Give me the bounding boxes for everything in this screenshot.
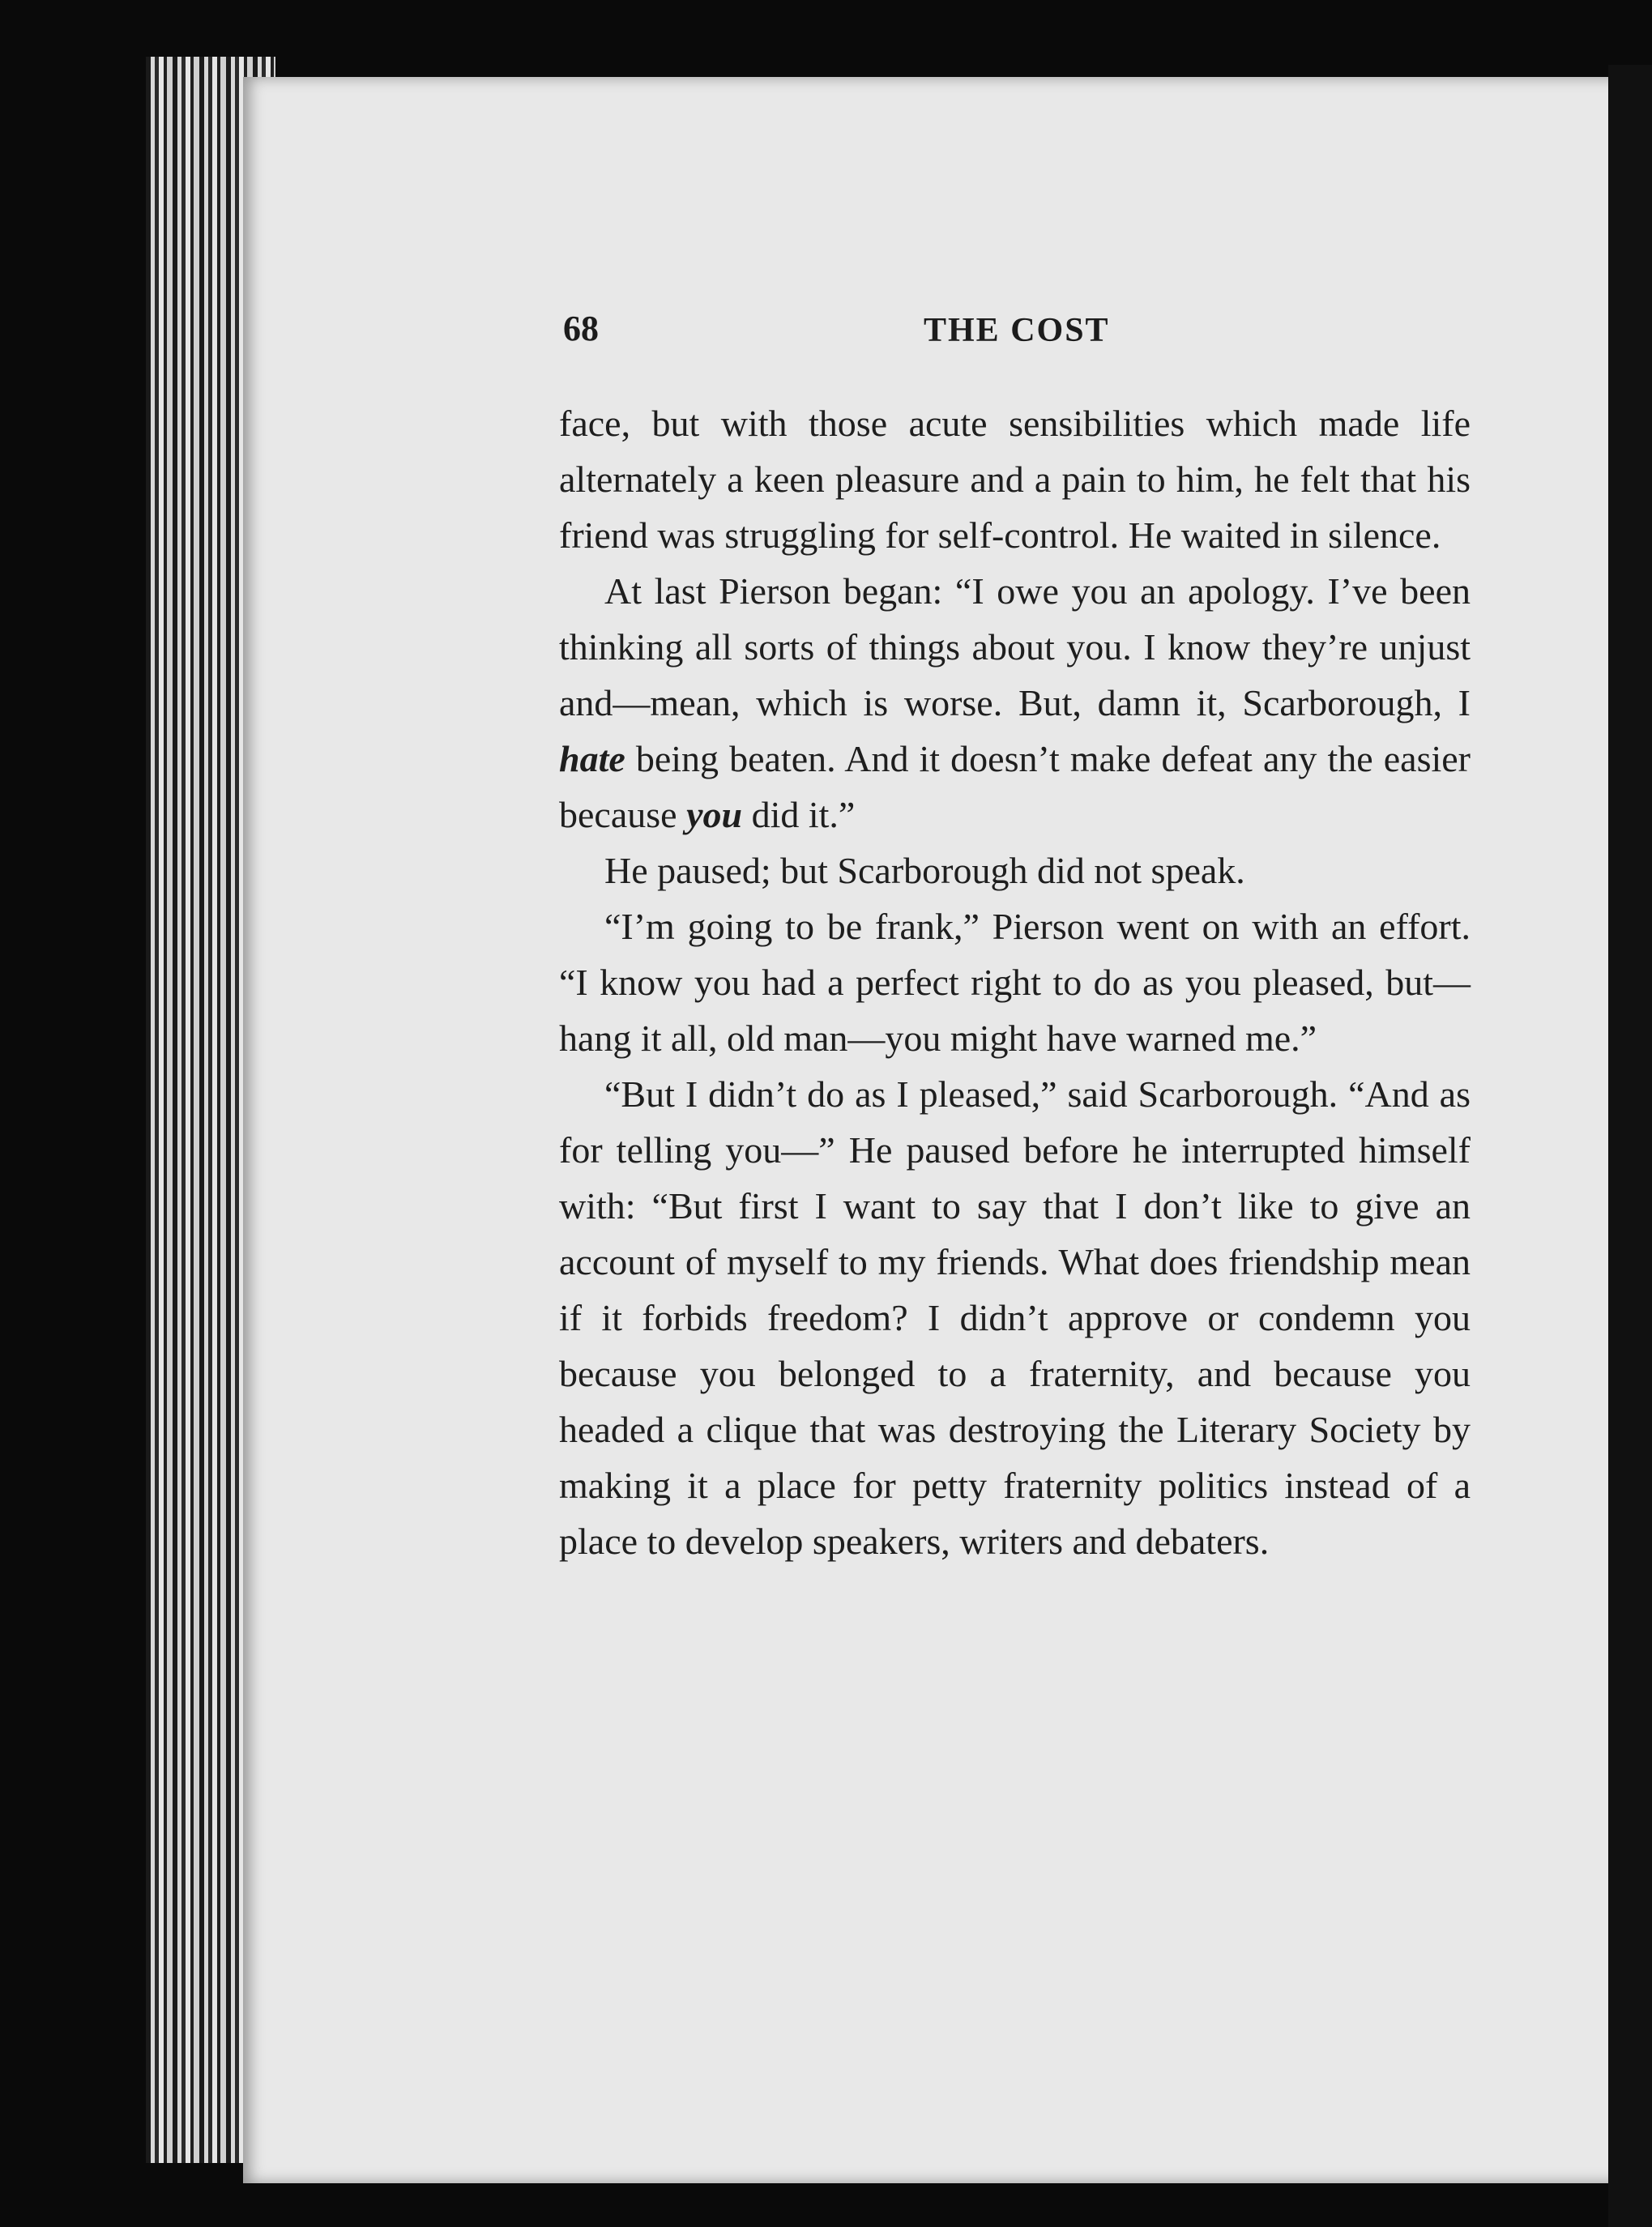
paragraph-text: At last Pierson began: “I owe you an apology. I’ve been thinking all sorts of things about you. I know they’re unjust and—mean, which is worse. But, damn it, Scarborough, I bbox=[559, 570, 1471, 723]
paragraph-text: He paused; but Scarborough did not speak. bbox=[604, 850, 1245, 891]
paragraph-text: did it.” bbox=[742, 794, 856, 835]
paragraph bbox=[559, 395, 1471, 563]
paragraph-text: being beaten. And it doesn’t make defeat any the easier because bbox=[559, 738, 1471, 835]
emphasis-text: you bbox=[686, 794, 743, 835]
paragraph bbox=[559, 563, 1471, 843]
binding-shadow bbox=[1608, 65, 1652, 2227]
paragraph bbox=[559, 843, 1471, 898]
running-header bbox=[563, 308, 1475, 356]
page-number: 68 bbox=[563, 309, 599, 348]
paragraph bbox=[559, 898, 1471, 1066]
paragraph-text: face, but with those acute sensibilities which made life alternately a keen pleasure and a pain to him, he felt that his friend was struggling for self-control. He waited in silence. bbox=[559, 403, 1471, 556]
emphasis-text: hate bbox=[559, 738, 625, 779]
paragraph-text: “But I didn’t do as I pleased,” said Scarborough. “And as for telling you—” He paused before he interrupted himself with: “But first I want to say that I don’t like to give an account of myself to my friends. What does friendship mean if it forbids freedom? I didn’t approve or condemn you because you belonged to a fraternity, and because you headed a clique that was destroying the Literary Society by making it a place for petty fraternity politics instead of a place to develop speakers, writers and debaters. bbox=[559, 1073, 1471, 1562]
running-title: THE COST bbox=[924, 312, 1110, 349]
body-text bbox=[559, 395, 1471, 1569]
paragraph-text: “I’m going to be frank,” Pierson went on with an effort. “I know you had a perfect right to do as you pleased, but—hang it all, old man—you might have warned me.” bbox=[559, 906, 1471, 1059]
paragraph bbox=[559, 1066, 1471, 1569]
